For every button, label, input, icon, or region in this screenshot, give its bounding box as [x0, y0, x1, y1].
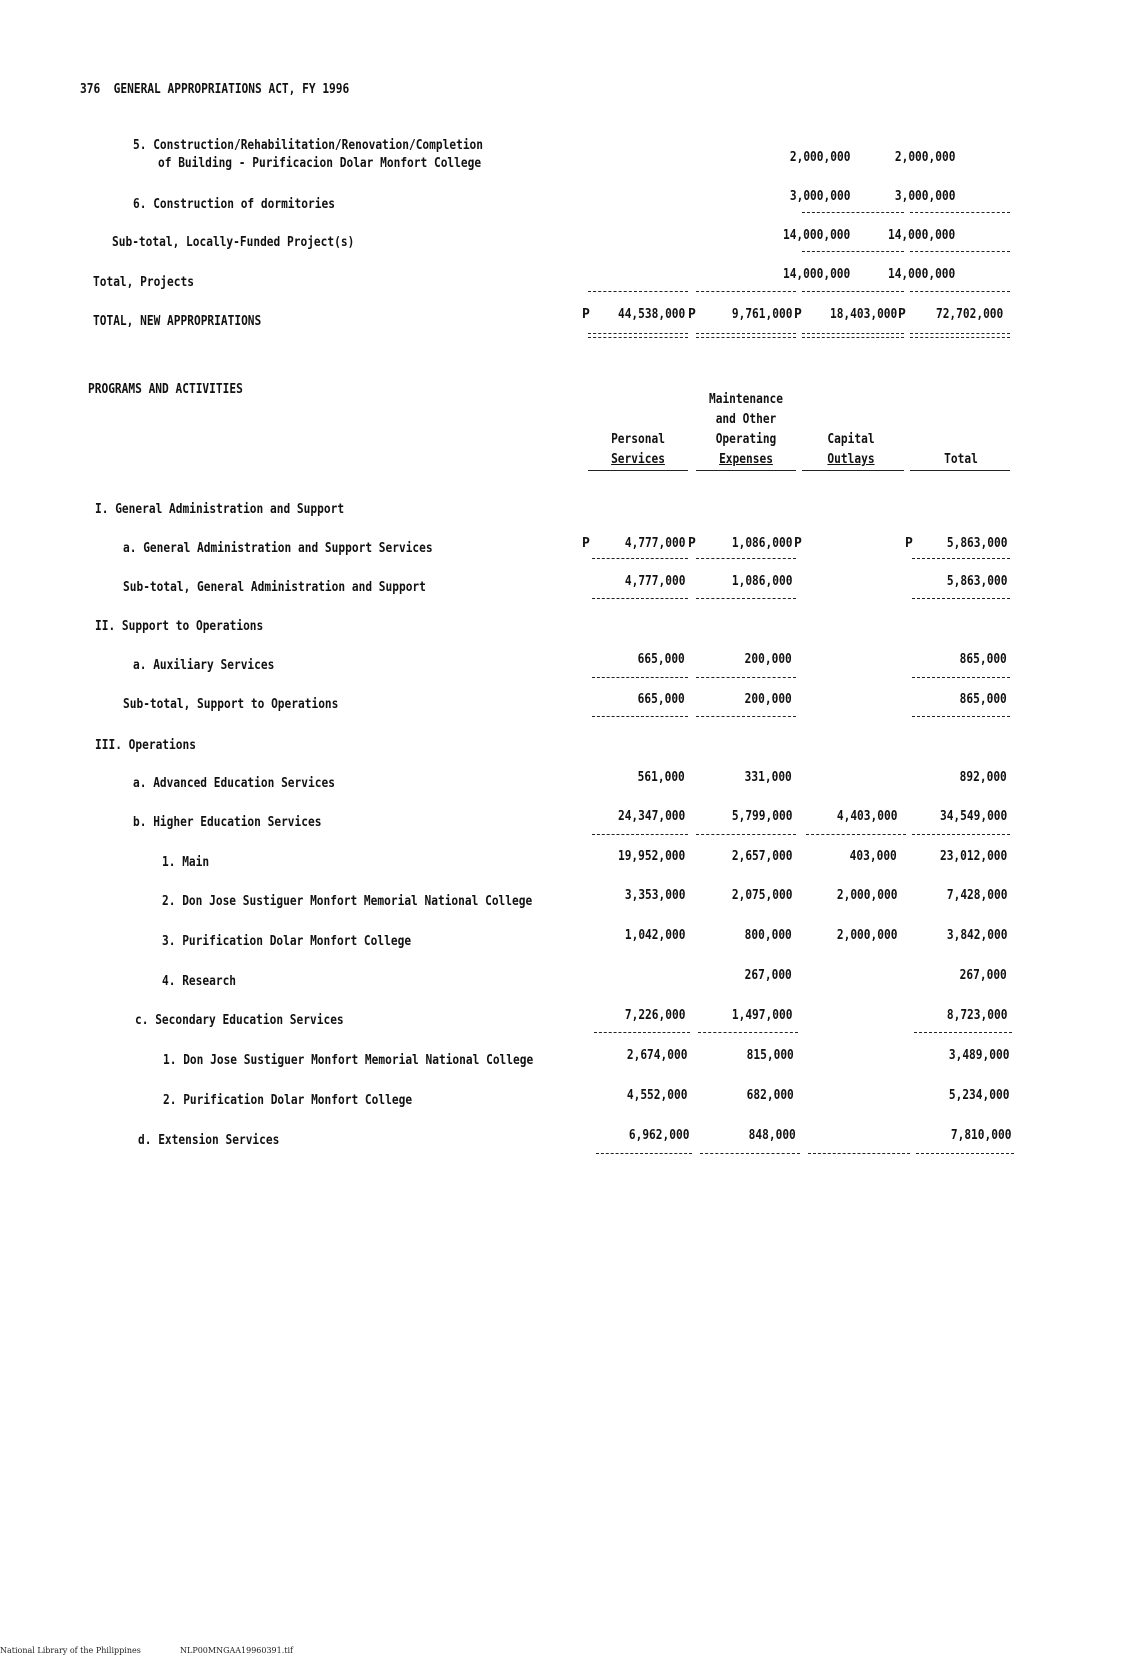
currency-symbol: P — [688, 536, 696, 551]
project-6-capital: 3,000,000 — [789, 189, 850, 204]
rule — [912, 677, 1010, 678]
currency-symbol: P — [794, 307, 802, 322]
projects-total-capital: 14,000,000 — [782, 267, 850, 282]
rule — [910, 291, 1010, 292]
rule — [802, 470, 904, 471]
rule — [592, 716, 688, 717]
double-rule — [696, 333, 796, 338]
rule — [696, 834, 796, 835]
col-header-total — [919, 450, 1003, 470]
rule — [912, 558, 1010, 559]
currency-symbol: P — [582, 536, 590, 551]
rule — [912, 598, 1010, 599]
double-rule — [910, 333, 1010, 338]
col-header-mooe — [703, 390, 789, 470]
section-3c2-mooe: 682,000 — [746, 1088, 794, 1103]
section-1a-label: a. General Administration and Support Services — [123, 541, 433, 556]
double-rule — [802, 333, 904, 338]
new-appropriations-personal: 44,538,000 — [617, 307, 685, 322]
rule — [698, 1032, 798, 1033]
section-2-subtotal-label: Sub-total, Support to Operations — [123, 697, 339, 712]
section-3c-total: 8,723,000 — [946, 1008, 1007, 1023]
rule — [696, 558, 796, 559]
section-3b1-personal: 19,952,000 — [617, 849, 685, 864]
project-6-label: 6. Construction of dormitories — [133, 197, 335, 212]
section-3d-label: d. Extension Services — [138, 1133, 280, 1148]
section-3b3-label: 3. Purification Dolar Monfort College — [162, 934, 412, 949]
section-1a-total: 5,863,000 — [946, 536, 1007, 551]
section-3b1-capital: 403,000 — [849, 849, 897, 864]
project-5-total: 2,000,000 — [894, 150, 955, 165]
rule — [696, 677, 796, 678]
section-1-subtotal-total: 5,863,000 — [946, 574, 1007, 589]
project-5-label-line1: 5. Construction/Rehabilitation/Renovation/Completion — [133, 138, 484, 153]
section-3b4-label: 4. Research — [162, 974, 237, 989]
rule — [802, 212, 904, 213]
page-header — [80, 82, 349, 97]
rule — [596, 1153, 692, 1154]
footer-library: National Library of the Philippines — [0, 1646, 141, 1655]
section-1-subtotal-label: Sub-total, General Administration and Support — [123, 580, 426, 595]
rule — [588, 470, 688, 471]
project-5-capital: 2,000,000 — [789, 150, 850, 165]
section-3d-mooe: 848,000 — [748, 1128, 796, 1143]
page-title: GENERAL APPROPRIATIONS ACT, FY 1996 — [113, 82, 350, 97]
rule — [808, 1153, 910, 1154]
new-appropriations-capital: 18,403,000 — [829, 307, 897, 322]
rule — [802, 251, 904, 252]
project-6-total: 3,000,000 — [894, 189, 955, 204]
col-header-mooe-line2: and Other — [715, 412, 777, 427]
rule — [592, 598, 688, 599]
section-1a-personal: 4,777,000 — [624, 536, 685, 551]
section-3c1-total: 3,489,000 — [948, 1048, 1009, 1063]
section-2a-total: 865,000 — [959, 652, 1007, 667]
rule — [696, 716, 796, 717]
section-3b1-mooe: 2,657,000 — [731, 849, 792, 864]
new-appropriations-mooe: 9,761,000 — [731, 307, 792, 322]
col-header-total-line1: Total — [944, 452, 978, 467]
project-5-label-line2: of Building - Purificacion Dolar Monfort College — [158, 156, 482, 171]
section-1-subtotal-mooe: 1,086,000 — [731, 574, 792, 589]
section-3c1-label: 1. Don Jose Sustiguer Monfort Memorial National College — [163, 1053, 534, 1068]
section-3c-personal: 7,226,000 — [624, 1008, 685, 1023]
projects-total-label: Total, Projects — [93, 275, 194, 290]
col-header-mooe-line3: Operating — [715, 432, 777, 447]
programs-heading: PROGRAMS AND ACTIVITIES — [88, 382, 243, 397]
section-3b3-personal: 1,042,000 — [624, 928, 685, 943]
section-3b2-mooe: 2,075,000 — [731, 888, 792, 903]
rule — [806, 834, 906, 835]
new-appropriations-label: TOTAL, NEW APPROPRIATIONS — [93, 314, 262, 329]
section-3a-mooe: 331,000 — [744, 770, 792, 785]
rule — [910, 251, 1010, 252]
col-header-personal — [598, 430, 677, 470]
section-3b2-capital: 2,000,000 — [836, 888, 897, 903]
col-header-personal-line2: Services — [611, 452, 665, 467]
rule — [910, 212, 1010, 213]
currency-symbol: P — [794, 536, 802, 551]
col-header-mooe-line4: Expenses — [719, 452, 773, 467]
section-3d-total: 7,810,000 — [950, 1128, 1011, 1143]
section-2-subtotal-personal: 665,000 — [637, 692, 685, 707]
rule — [696, 291, 796, 292]
section-3b3-total: 3,842,000 — [946, 928, 1007, 943]
projects-subtotal-label: Sub-total, Locally-Funded Project(s) — [112, 235, 355, 250]
rule — [592, 558, 688, 559]
section-3c1-mooe: 815,000 — [746, 1048, 794, 1063]
section-3a-total: 892,000 — [959, 770, 1007, 785]
section-3b2-total: 7,428,000 — [946, 888, 1007, 903]
section-3c2-label: 2. Purification Dolar Monfort College — [163, 1093, 413, 1108]
rule — [594, 1032, 690, 1033]
projects-subtotal-total: 14,000,000 — [887, 228, 955, 243]
page-number: 376 — [80, 82, 101, 97]
section-3d-personal: 6,962,000 — [628, 1128, 689, 1143]
rule — [914, 1032, 1012, 1033]
section-2-subtotal-mooe: 200,000 — [744, 692, 792, 707]
section-3a-personal: 561,000 — [637, 770, 685, 785]
currency-symbol: P — [582, 307, 590, 322]
section-2-subtotal-total: 865,000 — [959, 692, 1007, 707]
section-3b2-personal: 3,353,000 — [624, 888, 685, 903]
section-3b-mooe: 5,799,000 — [731, 809, 792, 824]
section-3b1-label: 1. Main — [162, 855, 210, 870]
new-appropriations-total: 72,702,000 — [935, 307, 1003, 322]
rule — [592, 677, 688, 678]
section-2-label: II. Support to Operations — [95, 619, 264, 634]
section-3-label: III. Operations — [95, 738, 196, 753]
col-header-personal-line1: Personal — [611, 432, 665, 447]
section-3c-mooe: 1,497,000 — [731, 1008, 792, 1023]
section-3c-label: c. Secondary Education Services — [135, 1013, 344, 1028]
col-header-capital-line1: Capital — [827, 432, 875, 447]
rule — [910, 470, 1010, 471]
projects-subtotal-capital: 14,000,000 — [782, 228, 850, 243]
section-3c1-personal: 2,674,000 — [626, 1048, 687, 1063]
section-3b3-mooe: 800,000 — [744, 928, 792, 943]
col-header-capital — [811, 430, 892, 470]
rule — [696, 598, 796, 599]
projects-total-total: 14,000,000 — [887, 267, 955, 282]
section-3b4-mooe: 267,000 — [744, 968, 792, 983]
rule — [916, 1153, 1014, 1154]
currency-symbol: P — [898, 307, 906, 322]
rule — [700, 1153, 800, 1154]
rule — [592, 834, 688, 835]
col-header-mooe-line1: Maintenance — [708, 392, 784, 407]
currency-symbol: P — [688, 307, 696, 322]
section-2a-label: a. Auxiliary Services — [133, 658, 275, 673]
section-3b-capital: 4,403,000 — [836, 809, 897, 824]
section-3c2-personal: 4,552,000 — [626, 1088, 687, 1103]
rule — [912, 834, 1010, 835]
section-1a-mooe: 1,086,000 — [731, 536, 792, 551]
double-rule — [588, 333, 688, 338]
section-3b4-total: 267,000 — [959, 968, 1007, 983]
section-1-label: I. General Administration and Support — [95, 502, 345, 517]
section-2a-personal: 665,000 — [637, 652, 685, 667]
section-2a-mooe: 200,000 — [744, 652, 792, 667]
section-3b3-capital: 2,000,000 — [836, 928, 897, 943]
footer-file: NLP00MNGAA19960391.tif — [180, 1646, 294, 1655]
section-3b-label: b. Higher Education Services — [133, 815, 322, 830]
currency-symbol: P — [905, 536, 913, 551]
rule — [696, 470, 796, 471]
rule — [912, 716, 1010, 717]
section-3a-label: a. Advanced Education Services — [133, 776, 335, 791]
section-3b2-label: 2. Don Jose Sustiguer Monfort Memorial National College — [162, 894, 533, 909]
rule — [802, 291, 904, 292]
col-header-capital-line2: Outlays — [827, 452, 875, 467]
section-3b-total: 34,549,000 — [939, 809, 1007, 824]
section-3b-personal: 24,347,000 — [617, 809, 685, 824]
section-1-subtotal-personal: 4,777,000 — [624, 574, 685, 589]
rule — [588, 291, 688, 292]
section-3b1-total: 23,012,000 — [939, 849, 1007, 864]
section-3c2-total: 5,234,000 — [948, 1088, 1009, 1103]
